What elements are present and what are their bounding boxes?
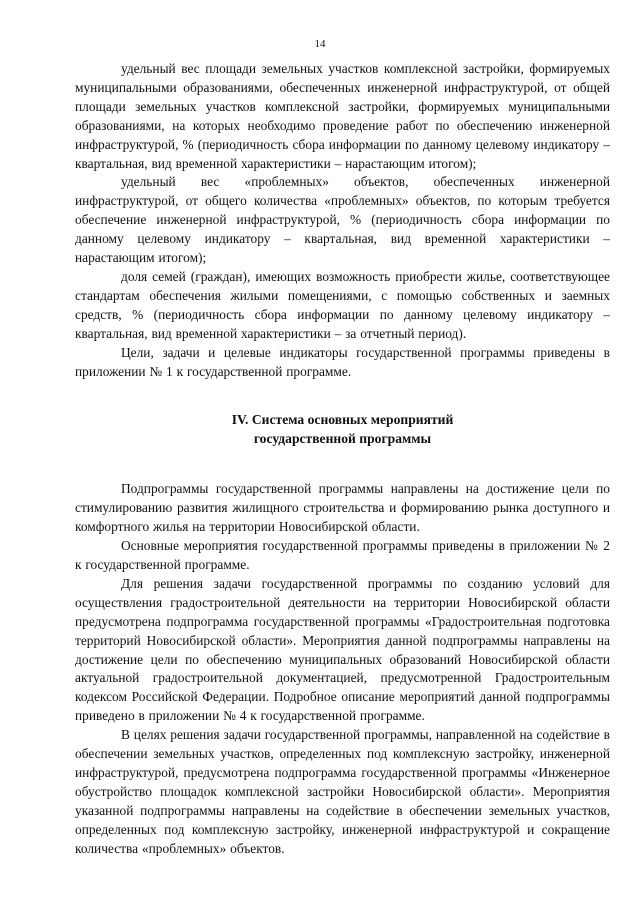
- paragraph-subprograms-aim: Подпрограммы государственной программы направлены на достижение цели по стимулированию развития жилищного строительства и формированию рынка доступного и комфортного жилья на территории Новосибирской области.: [75, 481, 610, 535]
- document-body: [75, 60, 610, 859]
- page-number: 14: [314, 38, 326, 50]
- paragraph-engineering-subprogram: В целях решения задачи государственной программы, направленной на содействие в обеспечении земельных участков, определенных под комплексную застройку, инженерной инфраструктурой, предусмотрена подпрограмма государственной программы «Инженерное обустройство площадок комплексной застройки Новосибирской области». Мероприятия указанной подпрограммы направлены на содействие в обеспечении земельных участков, определенных под комплексную застройку, инженерной инфраструктурой и сокращение количества «проблемных» объектов.: [75, 727, 610, 856]
- paragraph-indicator-housing-families: доля семей (граждан), имеющих возможность приобрести жилье, соответствующее стандартам обеспечения жилыми помещениями, с помощью собственных и заемных средств, % (периодичность сбора информации по данному целевому индикатору – квартальная, вид временной характеристики – за отчетный период).: [75, 268, 610, 341]
- paragraph-indicator-land-share: удельный вес площади земельных участков комплексной застройки, формируемых муниципальными образованиями, обеспеченных инженерной инфраструктурой, от общей площади земельных участков комплексной застройки, формируемых муниципальными образованиями, на которых необходимо проведение работ по обеспечению инженерной инфраструктурой, % (периодичность сбора информации по данному целевому индикатору – квартальная, вид временной характеристики – нарастающим итогом);: [75, 61, 610, 171]
- section-heading: [75, 411, 610, 448]
- section-heading-line-2: государственной программы: [253, 430, 432, 446]
- paragraph-indicator-problem-objects: удельный вес «проблемных» объектов, обеспеченных инженерной инфраструктурой, от общего количества «проблемных» объектов, по которым требуется обеспечение инженерной инфраструктурой, % (периодичность сбора информации по данному целевому индикатору – квартальная, вид временной характеристики – нарастающим итогом);: [75, 174, 610, 266]
- paragraph-main-activities: Основные мероприятия государственной программы приведены в приложении № 2 к государственной программе.: [75, 538, 610, 573]
- section-heading-line-1: IV. Система основных мероприятий: [231, 412, 454, 428]
- paragraph-goals-reference: Цели, задачи и целевые индикаторы государственной программы приведены в приложении № 1 к государственной программе.: [75, 344, 610, 379]
- paragraph-urban-planning-subprogram: Для решения задачи государственной программы по созданию условий для осуществления градостроительной деятельности на территории Новосибирской области предусмотрена подпрограмма государственной программы «Градостроительная подготовка территорий Новосибирской области». Мероприятия данной подпрограммы направлены на достижение цели по обеспечению муниципальных образований Новосибирской области актуальной градостроительной документацией, предусмотренной Градостроительным кодексом Российской Федерации. Подробное описание мероприятий данной подпрограммы приведено в приложении № 4 к государственной программе.: [75, 575, 610, 724]
